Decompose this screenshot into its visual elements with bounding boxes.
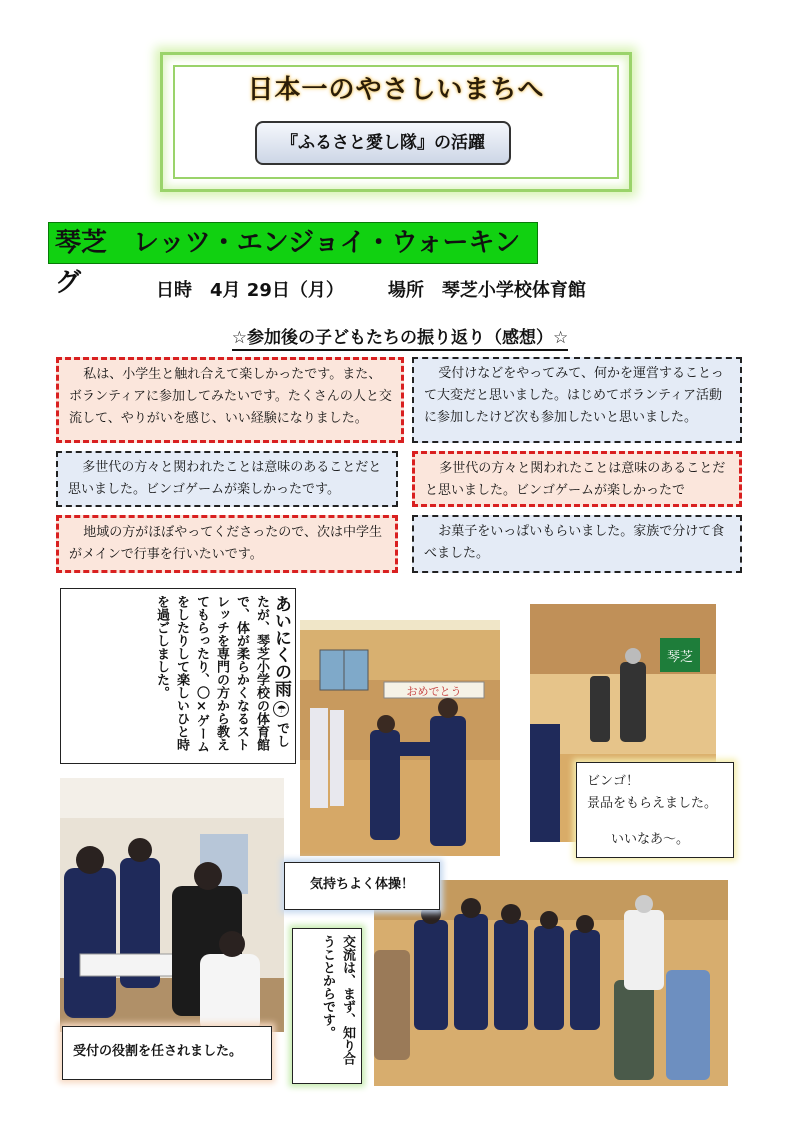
caption-reception: 受付の役割を任されました。 (62, 1026, 272, 1080)
comment-box: 私は、小学生と触れ合えて楽しかったです。また、ボランティアに参加してみたいです。たくさんの人と交流して、やりがいを感じ、いい経験になりました。 (56, 357, 404, 443)
story-box (60, 588, 296, 764)
event-place: 場所 琴芝小学校体育館 (387, 280, 586, 301)
title-frame (160, 52, 632, 192)
comment-box: 多世代の方々と関われたことは意味のあることだと思いました。ビンゴゲームが楽しかったです。 (56, 451, 398, 507)
photo-gym-stretching (300, 620, 500, 856)
page-title: 日本一のやさしいまちへ (247, 75, 545, 105)
comment-box: 地域の方がほぼやってくださったので、次は中学生がメインで行事を行いたいです。 (56, 515, 398, 573)
banner-text: おめでとう (406, 685, 462, 698)
event-info (156, 276, 586, 302)
photo-group-exchange (374, 880, 728, 1086)
comment-box: 受付けなどをやってみて、何かを運営することって大変だと思いました。はじめてボランティア活動に参加したけど次も参加したいと思いました。 (412, 357, 742, 443)
umbrella-icon: ☂ (275, 702, 288, 716)
caption-bingo-line3: いいなあ～。 (611, 832, 690, 847)
caption-bingo (576, 762, 734, 858)
caption-exercise: 気持ちよく体操！ (284, 862, 440, 910)
event-date: 日時 4月 29日（月） (156, 280, 344, 301)
caption-bingo-line2: 景品をもらえました。 (587, 796, 718, 811)
flag-text: 琴芝 (666, 650, 694, 665)
story-body: でしたが、琴芝小学校の体育館で、体が柔らかくなるストレッチを専門の方から教えてもらったり、〇×ゲームをしたりして楽しいひと時を過ごしました。 (154, 595, 289, 753)
reflection-heading (0, 323, 800, 348)
story-heading: あいにくの雨 (271, 595, 291, 697)
caption-exchange: 交流は、まず、知り合うことからです。 (292, 928, 362, 1084)
subtitle: 『ふるさと愛し隊』の活躍 (255, 121, 511, 165)
comment-box: お菓子をいっぱいもらいました。家族で分けて食べました。 (412, 515, 742, 573)
caption-bingo-line1: ビンゴ！ (587, 774, 640, 789)
comment-box: 多世代の方々と関われたことは意味のあることだと思いました。ビンゴゲームが楽しかったで (412, 451, 742, 507)
reflection-heading-text: ☆参加後の子どもたちの振り返り（感想）☆ (232, 328, 568, 351)
photo-reception (60, 778, 284, 1032)
event-title: 琴芝 レッツ・エンジョイ・ウォーキング (48, 222, 538, 264)
